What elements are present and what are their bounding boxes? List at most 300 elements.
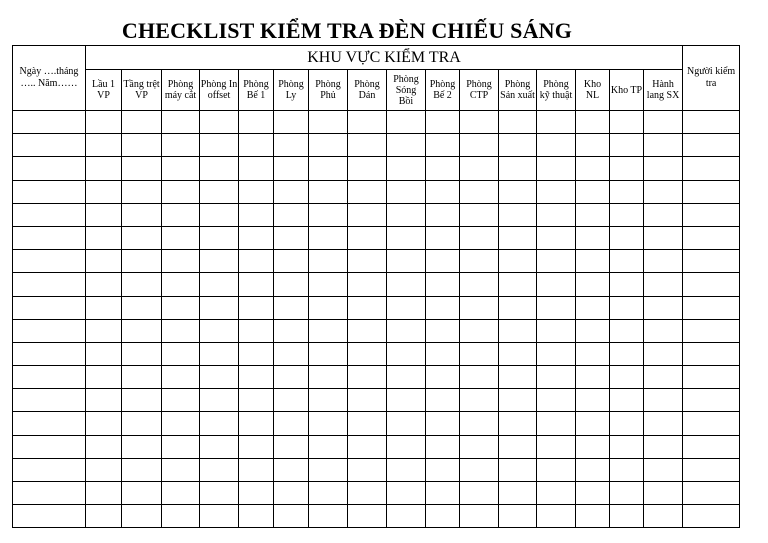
check-cell[interactable] bbox=[162, 435, 200, 458]
check-cell[interactable] bbox=[274, 134, 309, 157]
check-cell[interactable] bbox=[162, 111, 200, 134]
check-cell[interactable] bbox=[537, 273, 576, 296]
checker-cell[interactable] bbox=[683, 458, 740, 481]
check-cell[interactable] bbox=[576, 157, 610, 180]
check-cell[interactable] bbox=[387, 250, 426, 273]
check-cell[interactable] bbox=[162, 134, 200, 157]
check-cell[interactable] bbox=[610, 111, 644, 134]
check-cell[interactable] bbox=[86, 412, 122, 435]
check-cell[interactable] bbox=[274, 366, 309, 389]
check-cell[interactable] bbox=[200, 111, 239, 134]
check-cell[interactable] bbox=[239, 180, 274, 203]
check-cell[interactable] bbox=[274, 482, 309, 505]
check-cell[interactable] bbox=[348, 226, 387, 249]
check-cell[interactable] bbox=[644, 458, 683, 481]
check-cell[interactable] bbox=[348, 296, 387, 319]
check-cell[interactable] bbox=[387, 482, 426, 505]
check-cell[interactable] bbox=[610, 342, 644, 365]
check-cell[interactable] bbox=[576, 389, 610, 412]
check-cell[interactable] bbox=[499, 134, 537, 157]
date-cell[interactable] bbox=[13, 412, 86, 435]
check-cell[interactable] bbox=[274, 273, 309, 296]
check-cell[interactable] bbox=[426, 296, 460, 319]
check-cell[interactable] bbox=[460, 273, 499, 296]
check-cell[interactable] bbox=[426, 482, 460, 505]
check-cell[interactable] bbox=[387, 134, 426, 157]
date-cell[interactable] bbox=[13, 458, 86, 481]
check-cell[interactable] bbox=[239, 296, 274, 319]
check-cell[interactable] bbox=[576, 435, 610, 458]
check-cell[interactable] bbox=[162, 458, 200, 481]
check-cell[interactable] bbox=[610, 134, 644, 157]
date-cell[interactable] bbox=[13, 250, 86, 273]
check-cell[interactable] bbox=[162, 296, 200, 319]
check-cell[interactable] bbox=[274, 157, 309, 180]
check-cell[interactable] bbox=[122, 319, 162, 342]
check-cell[interactable] bbox=[610, 273, 644, 296]
check-cell[interactable] bbox=[460, 505, 499, 528]
check-cell[interactable] bbox=[274, 203, 309, 226]
check-cell[interactable] bbox=[460, 111, 499, 134]
check-cell[interactable] bbox=[200, 134, 239, 157]
check-cell[interactable] bbox=[86, 226, 122, 249]
date-cell[interactable] bbox=[13, 296, 86, 319]
check-cell[interactable] bbox=[200, 458, 239, 481]
check-cell[interactable] bbox=[610, 296, 644, 319]
check-cell[interactable] bbox=[610, 226, 644, 249]
check-cell[interactable] bbox=[576, 296, 610, 319]
check-cell[interactable] bbox=[387, 435, 426, 458]
check-cell[interactable] bbox=[162, 342, 200, 365]
check-cell[interactable] bbox=[576, 226, 610, 249]
check-cell[interactable] bbox=[387, 157, 426, 180]
check-cell[interactable] bbox=[162, 482, 200, 505]
check-cell[interactable] bbox=[239, 134, 274, 157]
check-cell[interactable] bbox=[162, 226, 200, 249]
check-cell[interactable] bbox=[499, 435, 537, 458]
check-cell[interactable] bbox=[348, 435, 387, 458]
check-cell[interactable] bbox=[122, 412, 162, 435]
check-cell[interactable] bbox=[576, 366, 610, 389]
check-cell[interactable] bbox=[239, 389, 274, 412]
check-cell[interactable] bbox=[537, 458, 576, 481]
check-cell[interactable] bbox=[644, 296, 683, 319]
check-cell[interactable] bbox=[274, 226, 309, 249]
date-cell[interactable] bbox=[13, 111, 86, 134]
check-cell[interactable] bbox=[239, 458, 274, 481]
check-cell[interactable] bbox=[610, 157, 644, 180]
check-cell[interactable] bbox=[610, 389, 644, 412]
check-cell[interactable] bbox=[576, 203, 610, 226]
check-cell[interactable] bbox=[537, 296, 576, 319]
check-cell[interactable] bbox=[460, 482, 499, 505]
check-cell[interactable] bbox=[309, 203, 348, 226]
check-cell[interactable] bbox=[274, 389, 309, 412]
check-cell[interactable] bbox=[387, 203, 426, 226]
check-cell[interactable] bbox=[460, 389, 499, 412]
check-cell[interactable] bbox=[499, 250, 537, 273]
check-cell[interactable] bbox=[348, 458, 387, 481]
check-cell[interactable] bbox=[200, 366, 239, 389]
date-cell[interactable] bbox=[13, 134, 86, 157]
check-cell[interactable] bbox=[460, 180, 499, 203]
check-cell[interactable] bbox=[426, 111, 460, 134]
check-cell[interactable] bbox=[499, 389, 537, 412]
check-cell[interactable] bbox=[387, 180, 426, 203]
check-cell[interactable] bbox=[387, 273, 426, 296]
check-cell[interactable] bbox=[460, 435, 499, 458]
check-cell[interactable] bbox=[122, 482, 162, 505]
check-cell[interactable] bbox=[309, 389, 348, 412]
check-cell[interactable] bbox=[122, 157, 162, 180]
check-cell[interactable] bbox=[309, 458, 348, 481]
check-cell[interactable] bbox=[239, 250, 274, 273]
check-cell[interactable] bbox=[86, 389, 122, 412]
checker-cell[interactable] bbox=[683, 482, 740, 505]
checker-cell[interactable] bbox=[683, 296, 740, 319]
check-cell[interactable] bbox=[426, 226, 460, 249]
check-cell[interactable] bbox=[309, 412, 348, 435]
check-cell[interactable] bbox=[499, 296, 537, 319]
check-cell[interactable] bbox=[239, 505, 274, 528]
check-cell[interactable] bbox=[499, 458, 537, 481]
check-cell[interactable] bbox=[309, 296, 348, 319]
check-cell[interactable] bbox=[576, 482, 610, 505]
check-cell[interactable] bbox=[348, 111, 387, 134]
check-cell[interactable] bbox=[309, 226, 348, 249]
check-cell[interactable] bbox=[426, 412, 460, 435]
check-cell[interactable] bbox=[200, 435, 239, 458]
check-cell[interactable] bbox=[610, 203, 644, 226]
check-cell[interactable] bbox=[122, 250, 162, 273]
check-cell[interactable] bbox=[122, 342, 162, 365]
check-cell[interactable] bbox=[348, 180, 387, 203]
check-cell[interactable] bbox=[162, 180, 200, 203]
check-cell[interactable] bbox=[537, 342, 576, 365]
check-cell[interactable] bbox=[576, 342, 610, 365]
checker-cell[interactable] bbox=[683, 389, 740, 412]
check-cell[interactable] bbox=[610, 482, 644, 505]
check-cell[interactable] bbox=[86, 111, 122, 134]
check-cell[interactable] bbox=[387, 458, 426, 481]
check-cell[interactable] bbox=[162, 273, 200, 296]
check-cell[interactable] bbox=[122, 458, 162, 481]
checker-cell[interactable] bbox=[683, 342, 740, 365]
check-cell[interactable] bbox=[644, 482, 683, 505]
check-cell[interactable] bbox=[537, 250, 576, 273]
check-cell[interactable] bbox=[86, 435, 122, 458]
check-cell[interactable] bbox=[387, 342, 426, 365]
check-cell[interactable] bbox=[644, 134, 683, 157]
check-cell[interactable] bbox=[239, 342, 274, 365]
check-cell[interactable] bbox=[460, 296, 499, 319]
check-cell[interactable] bbox=[537, 157, 576, 180]
date-cell[interactable] bbox=[13, 226, 86, 249]
check-cell[interactable] bbox=[499, 366, 537, 389]
check-cell[interactable] bbox=[348, 342, 387, 365]
check-cell[interactable] bbox=[274, 342, 309, 365]
check-cell[interactable] bbox=[426, 250, 460, 273]
check-cell[interactable] bbox=[387, 366, 426, 389]
check-cell[interactable] bbox=[576, 134, 610, 157]
check-cell[interactable] bbox=[239, 319, 274, 342]
check-cell[interactable] bbox=[348, 482, 387, 505]
checker-cell[interactable] bbox=[683, 250, 740, 273]
check-cell[interactable] bbox=[122, 111, 162, 134]
check-cell[interactable] bbox=[499, 412, 537, 435]
check-cell[interactable] bbox=[162, 412, 200, 435]
check-cell[interactable] bbox=[239, 111, 274, 134]
check-cell[interactable] bbox=[200, 505, 239, 528]
check-cell[interactable] bbox=[644, 412, 683, 435]
check-cell[interactable] bbox=[86, 273, 122, 296]
check-cell[interactable] bbox=[348, 505, 387, 528]
check-cell[interactable] bbox=[309, 482, 348, 505]
check-cell[interactable] bbox=[86, 296, 122, 319]
check-cell[interactable] bbox=[576, 250, 610, 273]
check-cell[interactable] bbox=[610, 412, 644, 435]
check-cell[interactable] bbox=[576, 273, 610, 296]
checker-cell[interactable] bbox=[683, 157, 740, 180]
check-cell[interactable] bbox=[348, 157, 387, 180]
check-cell[interactable] bbox=[576, 319, 610, 342]
check-cell[interactable] bbox=[499, 157, 537, 180]
check-cell[interactable] bbox=[239, 203, 274, 226]
check-cell[interactable] bbox=[348, 250, 387, 273]
check-cell[interactable] bbox=[200, 250, 239, 273]
check-cell[interactable] bbox=[162, 250, 200, 273]
check-cell[interactable] bbox=[200, 389, 239, 412]
check-cell[interactable] bbox=[86, 134, 122, 157]
check-cell[interactable] bbox=[86, 157, 122, 180]
date-cell[interactable] bbox=[13, 435, 86, 458]
checker-cell[interactable] bbox=[683, 412, 740, 435]
check-cell[interactable] bbox=[537, 203, 576, 226]
check-cell[interactable] bbox=[460, 412, 499, 435]
check-cell[interactable] bbox=[644, 366, 683, 389]
check-cell[interactable] bbox=[426, 273, 460, 296]
check-cell[interactable] bbox=[239, 226, 274, 249]
check-cell[interactable] bbox=[162, 389, 200, 412]
check-cell[interactable] bbox=[239, 435, 274, 458]
check-cell[interactable] bbox=[309, 435, 348, 458]
check-cell[interactable] bbox=[460, 342, 499, 365]
check-cell[interactable] bbox=[499, 319, 537, 342]
date-cell[interactable] bbox=[13, 482, 86, 505]
check-cell[interactable] bbox=[460, 366, 499, 389]
checker-cell[interactable] bbox=[683, 435, 740, 458]
check-cell[interactable] bbox=[537, 319, 576, 342]
check-cell[interactable] bbox=[86, 203, 122, 226]
check-cell[interactable] bbox=[274, 180, 309, 203]
date-cell[interactable] bbox=[13, 389, 86, 412]
check-cell[interactable] bbox=[610, 319, 644, 342]
check-cell[interactable] bbox=[162, 366, 200, 389]
check-cell[interactable] bbox=[610, 505, 644, 528]
check-cell[interactable] bbox=[239, 157, 274, 180]
date-cell[interactable] bbox=[13, 157, 86, 180]
check-cell[interactable] bbox=[426, 505, 460, 528]
check-cell[interactable] bbox=[576, 111, 610, 134]
check-cell[interactable] bbox=[86, 458, 122, 481]
check-cell[interactable] bbox=[387, 389, 426, 412]
check-cell[interactable] bbox=[200, 342, 239, 365]
checker-cell[interactable] bbox=[683, 366, 740, 389]
check-cell[interactable] bbox=[122, 134, 162, 157]
check-cell[interactable] bbox=[122, 505, 162, 528]
check-cell[interactable] bbox=[122, 366, 162, 389]
date-cell[interactable] bbox=[13, 366, 86, 389]
check-cell[interactable] bbox=[309, 319, 348, 342]
check-cell[interactable] bbox=[537, 412, 576, 435]
check-cell[interactable] bbox=[644, 342, 683, 365]
check-cell[interactable] bbox=[644, 250, 683, 273]
check-cell[interactable] bbox=[162, 319, 200, 342]
check-cell[interactable] bbox=[274, 296, 309, 319]
check-cell[interactable] bbox=[348, 366, 387, 389]
check-cell[interactable] bbox=[200, 319, 239, 342]
check-cell[interactable] bbox=[274, 435, 309, 458]
check-cell[interactable] bbox=[610, 435, 644, 458]
check-cell[interactable] bbox=[499, 273, 537, 296]
check-cell[interactable] bbox=[122, 296, 162, 319]
check-cell[interactable] bbox=[348, 389, 387, 412]
check-cell[interactable] bbox=[387, 111, 426, 134]
check-cell[interactable] bbox=[644, 203, 683, 226]
check-cell[interactable] bbox=[537, 134, 576, 157]
checker-cell[interactable] bbox=[683, 180, 740, 203]
check-cell[interactable] bbox=[387, 226, 426, 249]
check-cell[interactable] bbox=[426, 319, 460, 342]
check-cell[interactable] bbox=[200, 226, 239, 249]
check-cell[interactable] bbox=[576, 180, 610, 203]
check-cell[interactable] bbox=[309, 134, 348, 157]
check-cell[interactable] bbox=[387, 319, 426, 342]
check-cell[interactable] bbox=[537, 505, 576, 528]
check-cell[interactable] bbox=[239, 482, 274, 505]
check-cell[interactable] bbox=[460, 157, 499, 180]
checker-cell[interactable] bbox=[683, 505, 740, 528]
check-cell[interactable] bbox=[576, 505, 610, 528]
check-cell[interactable] bbox=[644, 319, 683, 342]
check-cell[interactable] bbox=[309, 180, 348, 203]
check-cell[interactable] bbox=[576, 458, 610, 481]
check-cell[interactable] bbox=[460, 319, 499, 342]
check-cell[interactable] bbox=[537, 435, 576, 458]
check-cell[interactable] bbox=[499, 482, 537, 505]
check-cell[interactable] bbox=[426, 203, 460, 226]
check-cell[interactable] bbox=[537, 180, 576, 203]
checker-cell[interactable] bbox=[683, 203, 740, 226]
check-cell[interactable] bbox=[644, 111, 683, 134]
check-cell[interactable] bbox=[274, 250, 309, 273]
check-cell[interactable] bbox=[644, 435, 683, 458]
check-cell[interactable] bbox=[348, 273, 387, 296]
check-cell[interactable] bbox=[610, 250, 644, 273]
check-cell[interactable] bbox=[200, 412, 239, 435]
date-cell[interactable] bbox=[13, 319, 86, 342]
check-cell[interactable] bbox=[200, 180, 239, 203]
checker-cell[interactable] bbox=[683, 319, 740, 342]
check-cell[interactable] bbox=[86, 250, 122, 273]
check-cell[interactable] bbox=[426, 134, 460, 157]
check-cell[interactable] bbox=[309, 273, 348, 296]
check-cell[interactable] bbox=[274, 458, 309, 481]
check-cell[interactable] bbox=[86, 366, 122, 389]
check-cell[interactable] bbox=[537, 389, 576, 412]
check-cell[interactable] bbox=[610, 180, 644, 203]
check-cell[interactable] bbox=[239, 273, 274, 296]
check-cell[interactable] bbox=[200, 296, 239, 319]
check-cell[interactable] bbox=[122, 180, 162, 203]
check-cell[interactable] bbox=[86, 319, 122, 342]
checker-cell[interactable] bbox=[683, 226, 740, 249]
checker-cell[interactable] bbox=[683, 134, 740, 157]
check-cell[interactable] bbox=[644, 157, 683, 180]
check-cell[interactable] bbox=[200, 203, 239, 226]
check-cell[interactable] bbox=[426, 180, 460, 203]
check-cell[interactable] bbox=[499, 342, 537, 365]
check-cell[interactable] bbox=[122, 389, 162, 412]
check-cell[interactable] bbox=[426, 435, 460, 458]
check-cell[interactable] bbox=[309, 157, 348, 180]
check-cell[interactable] bbox=[162, 203, 200, 226]
check-cell[interactable] bbox=[499, 111, 537, 134]
check-cell[interactable] bbox=[460, 203, 499, 226]
check-cell[interactable] bbox=[122, 226, 162, 249]
date-cell[interactable] bbox=[13, 203, 86, 226]
check-cell[interactable] bbox=[348, 319, 387, 342]
check-cell[interactable] bbox=[122, 435, 162, 458]
check-cell[interactable] bbox=[387, 296, 426, 319]
check-cell[interactable] bbox=[460, 250, 499, 273]
checker-cell[interactable] bbox=[683, 273, 740, 296]
check-cell[interactable] bbox=[644, 226, 683, 249]
check-cell[interactable] bbox=[610, 366, 644, 389]
check-cell[interactable] bbox=[537, 111, 576, 134]
check-cell[interactable] bbox=[274, 505, 309, 528]
check-cell[interactable] bbox=[460, 458, 499, 481]
check-cell[interactable] bbox=[426, 458, 460, 481]
check-cell[interactable] bbox=[499, 226, 537, 249]
check-cell[interactable] bbox=[274, 319, 309, 342]
check-cell[interactable] bbox=[309, 342, 348, 365]
check-cell[interactable] bbox=[200, 482, 239, 505]
check-cell[interactable] bbox=[644, 505, 683, 528]
check-cell[interactable] bbox=[309, 111, 348, 134]
check-cell[interactable] bbox=[239, 412, 274, 435]
check-cell[interactable] bbox=[644, 389, 683, 412]
date-cell[interactable] bbox=[13, 273, 86, 296]
check-cell[interactable] bbox=[537, 482, 576, 505]
check-cell[interactable] bbox=[387, 412, 426, 435]
check-cell[interactable] bbox=[348, 203, 387, 226]
check-cell[interactable] bbox=[274, 111, 309, 134]
check-cell[interactable] bbox=[426, 389, 460, 412]
check-cell[interactable] bbox=[274, 412, 309, 435]
checker-cell[interactable] bbox=[683, 111, 740, 134]
check-cell[interactable] bbox=[537, 366, 576, 389]
check-cell[interactable] bbox=[644, 180, 683, 203]
check-cell[interactable] bbox=[610, 458, 644, 481]
check-cell[interactable] bbox=[348, 134, 387, 157]
check-cell[interactable] bbox=[644, 273, 683, 296]
check-cell[interactable] bbox=[460, 226, 499, 249]
check-cell[interactable] bbox=[309, 505, 348, 528]
check-cell[interactable] bbox=[162, 505, 200, 528]
check-cell[interactable] bbox=[426, 157, 460, 180]
date-cell[interactable] bbox=[13, 180, 86, 203]
